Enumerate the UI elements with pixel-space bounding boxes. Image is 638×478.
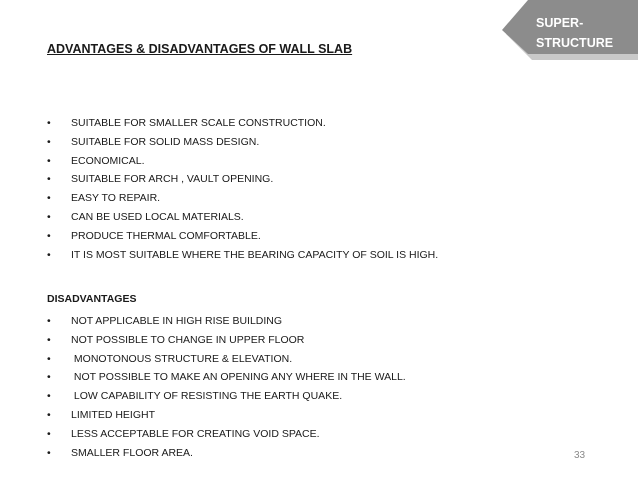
- disadvantage-item: [47, 312, 406, 331]
- section-banner: [498, 0, 638, 62]
- disadvantage-item: [47, 387, 406, 406]
- advantage-item-text: ECONOMICAL.: [71, 154, 145, 167]
- bullet-icon: •: [47, 315, 51, 327]
- disadvantage-item-text: NOT APPLICABLE IN HIGH RISE BUILDING: [71, 315, 283, 327]
- banner-line-2: STRUCTURE: [536, 36, 614, 50]
- advantage-item-text: IT IS MOST SUITABLE WHERE THE BEARING CAPACITY OF SOIL IS HIGH.: [71, 248, 439, 261]
- page-number: 33: [574, 450, 586, 461]
- advantage-item: [47, 189, 438, 208]
- banner-label: [536, 13, 613, 53]
- advantage-item: [47, 152, 438, 171]
- bullet-icon: •: [47, 248, 51, 261]
- advantage-item-text: PRODUCE THERMAL COMFORTABLE.: [71, 229, 261, 242]
- bullet-icon: •: [47, 333, 51, 346]
- advantage-item-text: EASY TO REPAIR.: [71, 192, 161, 205]
- disadvantage-item: [47, 406, 406, 425]
- advantages-list: [47, 114, 438, 264]
- advantage-item-text: SUITABLE FOR ARCH , VAULT OPENING.: [71, 173, 274, 186]
- disadvantages-list: [47, 312, 406, 462]
- bullet-icon: •: [47, 173, 51, 186]
- disadvantage-item: [47, 444, 406, 463]
- advantage-item: [47, 133, 438, 152]
- bullet-icon: •: [47, 446, 51, 459]
- bullet-icon: •: [47, 390, 51, 403]
- bullet-icon: •: [47, 192, 51, 205]
- disadvantage-item-text: NOT POSSIBLE TO MAKE AN OPENING ANY WHERE IN THE WALL.: [71, 371, 406, 384]
- advantage-item-text: SUITABLE FOR SMALLER SCALE CONSTRUCTION.: [71, 117, 326, 129]
- bullet-icon: •: [47, 210, 51, 223]
- disadvantage-item-text: LESS ACCEPTABLE FOR CREATING VOID SPACE.: [71, 427, 320, 440]
- banner-line-1: SUPER-: [536, 16, 584, 30]
- page-title: ADVANTAGES & DISADVANTAGES OF WALL SLAB: [47, 42, 353, 56]
- disadvantage-item: [47, 350, 406, 369]
- disadvantage-item: [47, 368, 406, 387]
- advantage-item: [47, 170, 438, 189]
- disadvantage-item-text: LIMITED HEIGHT: [71, 408, 156, 421]
- advantage-item: [47, 246, 438, 265]
- advantage-item-text: CAN BE USED LOCAL MATERIALS.: [71, 210, 244, 223]
- bullet-icon: •: [47, 427, 51, 440]
- disadvantage-item: [47, 425, 406, 444]
- bullet-icon: •: [47, 135, 51, 148]
- bullet-icon: •: [47, 117, 51, 129]
- advantage-item: [47, 208, 438, 227]
- advantage-item: [47, 114, 438, 133]
- bullet-icon: •: [47, 371, 51, 384]
- disadvantage-item-text: NOT POSSIBLE TO CHANGE IN UPPER FLOOR: [71, 333, 305, 346]
- disadvantage-item: [47, 331, 406, 350]
- bullet-icon: •: [47, 408, 51, 421]
- bullet-icon: •: [47, 352, 51, 365]
- disadvantage-item-text: MONOTONOUS STRUCTURE & ELEVATION.: [71, 352, 293, 365]
- advantage-item: [47, 227, 438, 246]
- bullet-icon: •: [47, 229, 51, 242]
- disadvantage-item-text: LOW CAPABILITY OF RESISTING THE EARTH QUAKE.: [71, 390, 343, 403]
- disadvantages-heading: DISADVANTAGES: [47, 293, 137, 305]
- disadvantage-item-text: SMALLER FLOOR AREA.: [71, 446, 193, 459]
- bullet-icon: •: [47, 154, 51, 167]
- advantage-item-text: SUITABLE FOR SOLID MASS DESIGN.: [71, 135, 260, 148]
